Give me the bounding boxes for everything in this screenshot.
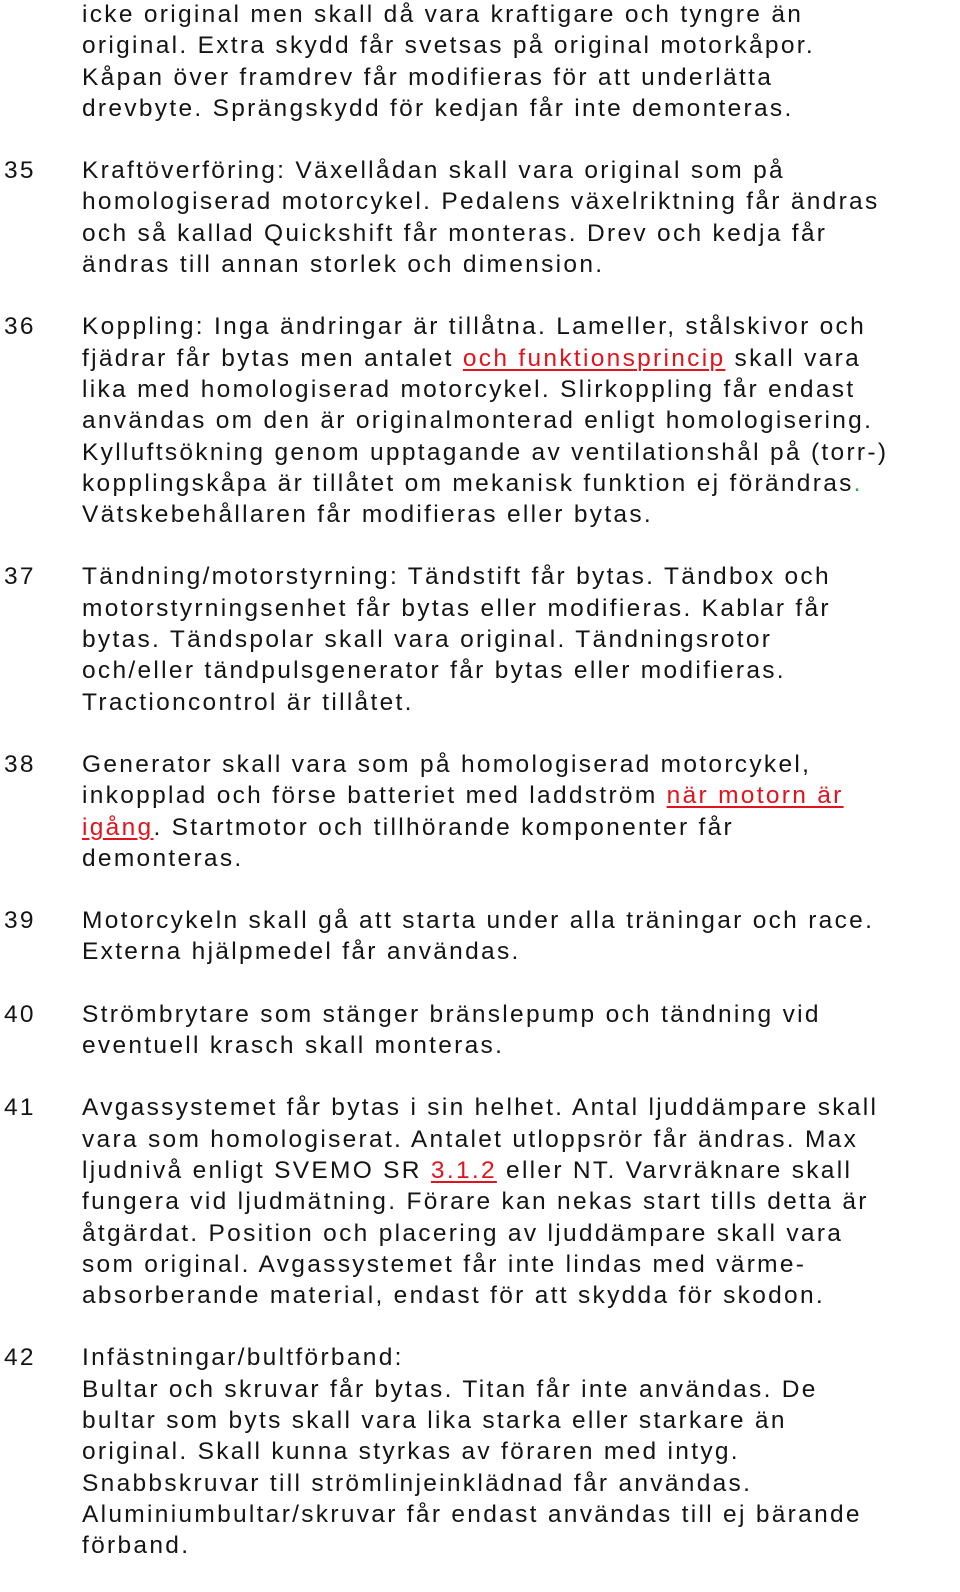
rule-39 [0, 905, 960, 968]
reference-link-3-1-2[interactable]: 3.1.2 [430, 1156, 497, 1184]
paragraph-continuation [0, 0, 960, 124]
rule-text [82, 311, 960, 530]
text-line: ändras till annan storlek och dimension. [82, 251, 605, 279]
text-line: Generator skall vara som på homologiserad motorcykel, [82, 750, 812, 778]
rule-41 [0, 1092, 960, 1311]
text-line: motorstyrningsenhet får bytas eller modifieras. Kablar får [82, 594, 831, 622]
text-segment: eller NT. Varvräknare skall [496, 1156, 853, 1184]
text-segment: skall vara [725, 344, 861, 372]
paragraph-number [0, 0, 82, 124]
text-line [82, 1155, 960, 1186]
rule-number: 42 [4, 1344, 36, 1372]
text-line: lika med homologiserad motorcykel. Slirkoppling får endast [82, 375, 856, 403]
revision-link[interactable]: och funktionsprincip [462, 344, 726, 372]
revision-link[interactable]: när motorn är [666, 782, 844, 810]
text-line: fungera vid ljudmätning. Förare kan nekas start tills detta är [82, 1188, 869, 1216]
text-line: och så kallad Quickshift får monteras. Drev och kedja får [82, 219, 828, 247]
rule-35 [0, 155, 960, 280]
text-line [82, 468, 960, 499]
text-line: som original. Avgassystemet får inte lindas med värme- [82, 1250, 807, 1278]
rule-38 [0, 749, 960, 874]
rule-number: 37 [4, 563, 36, 591]
rule-40 [0, 999, 960, 1062]
text-line: bytas. Tändspolar skall vara original. Tändningsrotor [82, 626, 773, 654]
rule-number: 41 [4, 1094, 36, 1122]
text-line: åtgärdat. Position och placering av ljuddämpare skall vara [82, 1219, 844, 1247]
rule-42 [0, 1342, 960, 1561]
text-line: Externa hjälpmedel får användas. [82, 938, 521, 966]
text-line: Tractioncontrol är tillåtet. [82, 688, 414, 716]
text-line: icke original men skall då vara kraftigare och tyngre än [82, 1, 804, 28]
text-segment: . Startmotor och tillhörande komponenter får [153, 813, 735, 841]
text-line: demonteras. [82, 844, 244, 872]
text-line: homologiserad motorcykel. Pedalens växelriktning får ändras [82, 188, 880, 216]
text-line [82, 780, 960, 811]
text-line: Aluminiumbultar/skruvar får endast användas till ej bärande [82, 1500, 862, 1528]
text-line: Koppling: Inga ändringar är tillåtna. Lameller, stålskivor och [82, 313, 867, 341]
text-line: Infästningar/bultförband: [82, 1344, 404, 1372]
text-line: Kylluftsökning genom upptagande av ventilationshål på (torr-) [82, 438, 889, 466]
text-line: Vätskebehållaren får modifieras eller bytas. [82, 501, 654, 529]
rule-number: 39 [4, 907, 36, 935]
text-line: Snabbskruvar till strömlinjeinklädnad får användas. [82, 1469, 753, 1497]
text-line: original. Skall kunna styrkas av föraren med intyg. [82, 1438, 740, 1466]
text-line: Avgassystemet får bytas i sin helhet. Antal ljuddämpare skall [82, 1094, 879, 1122]
rule-text [82, 999, 960, 1062]
text-line: Strömbrytare som stänger bränslepump och tändning vid [82, 1000, 821, 1028]
rule-number: 36 [4, 313, 36, 341]
text-segment: fjädrar får bytas men antalet [82, 344, 463, 372]
text-line: och/eller tändpulsgenerator får bytas eller modifieras. [82, 657, 786, 685]
rule-text [82, 749, 960, 874]
text-segment: kopplingskåpa är tillåtet om mekanisk funktion ej förändras [82, 469, 854, 497]
rule-number: 40 [4, 1000, 36, 1028]
text-line [82, 343, 960, 374]
text-line: användas om den är originalmonterad enligt homologisering. [82, 407, 874, 435]
rule-text [82, 905, 960, 968]
rule-text [82, 155, 960, 280]
text-line: Kåpan över framdrev får modifieras för att underlätta [82, 63, 774, 91]
text-line: vara som homologiserat. Antalet utloppsrör får ändras. Max [82, 1125, 859, 1153]
text-line: Motorcykeln skall gå att starta under alla träningar och race. [82, 907, 875, 935]
rule-number: 38 [4, 750, 36, 778]
text-segment: inkopplad och förse batteriet med laddström [82, 782, 667, 810]
rule-37 [0, 561, 960, 717]
rule-text [82, 561, 960, 717]
text-line: eventuell krasch skall monteras. [82, 1032, 505, 1060]
text-line: drevbyte. Sprängskydd för kedjan får inte demonteras. [82, 94, 794, 122]
text-line: bultar som byts skall vara lika starka eller starkare än [82, 1406, 787, 1434]
text-line: förband. [82, 1532, 191, 1560]
revision-mark: . [853, 469, 863, 497]
text-line: original. Extra skydd får svetsas på original motorkåpor. [82, 32, 815, 60]
text-line: absorberande material, endast för att skydda för skodon. [82, 1282, 826, 1310]
paragraph-text [82, 0, 960, 124]
revision-link[interactable]: igång [82, 813, 154, 841]
text-segment: ljudnivå enligt SVEMO SR [82, 1156, 431, 1184]
rule-text [82, 1342, 960, 1561]
text-line: Kraftöverföring: Växellådan skall vara original som på [82, 157, 785, 185]
rule-number: 35 [4, 157, 36, 185]
rule-36 [0, 311, 960, 530]
text-line [82, 812, 960, 843]
text-line: Bultar och skruvar får bytas. Titan får inte användas. De [82, 1375, 818, 1403]
text-line: Tändning/motorstyrning: Tändstift får bytas. Tändbox och [82, 563, 831, 591]
rule-text [82, 1092, 960, 1311]
